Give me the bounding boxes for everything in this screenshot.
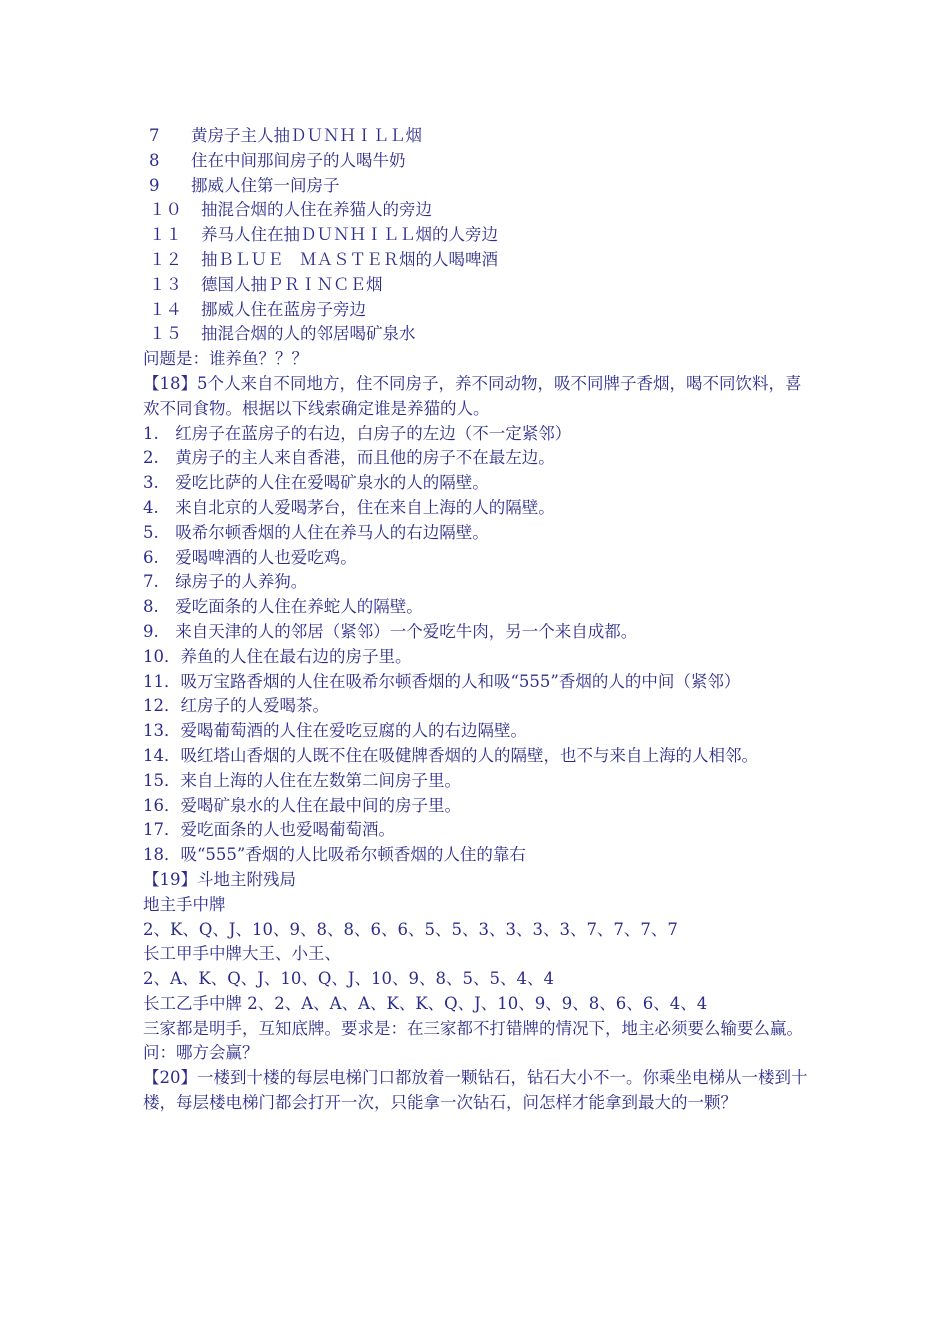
clue-number: 7 bbox=[149, 126, 160, 145]
clue-line bbox=[143, 298, 808, 323]
clue-number: 9 bbox=[149, 175, 160, 195]
puzzle-18-clue: 1. 红房子在蓝房子的右边，白房子的左边（不一定紧邻） bbox=[143, 423, 572, 443]
clue-number: １２ bbox=[149, 249, 182, 269]
clue-number: １４ bbox=[149, 299, 182, 319]
puzzle-18-clue: 14．吸红塔山香烟的人既不住在吸健牌香烟的人的隔壁，也不与来自上海的人相邻。 bbox=[143, 745, 758, 765]
clue-text: 黄房子主人抽ＤＵＮＨＩＬＬ烟 bbox=[191, 126, 422, 145]
puzzle-19-line: 三家都是明手，互知底牌。要求是：在三家都不打错牌的情况下，地主必须要么输要么赢。 bbox=[143, 1018, 803, 1038]
puzzle-18-clue: 15．来自上海的人住在左数第二间房子里。 bbox=[143, 770, 461, 790]
puzzle-19-title: 【19】斗地主附残局 bbox=[143, 869, 296, 889]
question-line: 问题是：谁养鱼？？？ bbox=[143, 349, 308, 369]
puzzle-18-clue: 5. 吸希尔顿香烟的人住在养马人的右边隔壁。 bbox=[143, 522, 489, 542]
puzzle-20-text: 【20】一楼到十楼的每层电梯门口都放着一颗钻石，钻石大小不一。你乘坐电梯从一楼到十楼，每层楼电梯门都会打开一次，只能拿一次钻石，问怎样才能拿到最大的一颗？ bbox=[143, 1068, 808, 1113]
clue-text: 抽混合烟的人的邻居喝矿泉水 bbox=[201, 324, 416, 344]
clue-text: 住在中间那间房子的人喝牛奶 bbox=[191, 150, 406, 170]
puzzle-19-line: 2、K、Q、J、10、9、8、8、6、6、5、5、3、3、3、3、7、7、7、7 bbox=[143, 919, 678, 939]
clue-line bbox=[143, 223, 808, 248]
puzzle-18-clue: 18．吸“555”香烟的人比吸希尔顿香烟的人住的靠右 bbox=[143, 845, 526, 865]
puzzle-18-clue: 17．爱吃面条的人也爱喝葡萄酒。 bbox=[143, 820, 395, 840]
puzzle-19-line: 长工甲手中牌大王、小王、 bbox=[143, 944, 341, 964]
clue-line bbox=[143, 273, 808, 298]
document-page bbox=[143, 124, 808, 1116]
puzzle-18-clue: 16．爱喝矿泉水的人住在最中间的房子里。 bbox=[143, 795, 461, 815]
clue-line bbox=[143, 248, 808, 273]
puzzle-18-clue: 4. 来自北京的人爱喝茅台，住在来自上海的人的隔壁。 bbox=[143, 497, 555, 517]
puzzle-19-line: 2、A、K、Q、J、10、Q、J、10、9、8、5、5、4、4 bbox=[143, 969, 555, 989]
puzzle-18-clue: 6. 爱喝啤酒的人也爱吃鸡。 bbox=[143, 547, 357, 567]
puzzle-18-clue: 13．爱喝葡萄酒的人住在爱吃豆腐的人的右边隔壁。 bbox=[143, 721, 527, 741]
puzzle-18-clue: 12．红房子的人爱喝茶。 bbox=[143, 696, 329, 716]
clue-text: 抽混合烟的人住在养猫人的旁边 bbox=[201, 200, 432, 220]
puzzle-18-clue: 9. 来自天津的人的邻居（紧邻）一个爱吃牛肉，另一个来自成都。 bbox=[143, 621, 638, 641]
clue-number: １３ bbox=[149, 274, 182, 294]
puzzle-19-line: 问：哪方会赢？ bbox=[143, 1043, 259, 1063]
clue-line bbox=[143, 322, 808, 347]
clue-number: １０ bbox=[149, 200, 182, 220]
clue-line bbox=[143, 174, 808, 199]
clue-text: 抽ＢＬＵＥ ＭＡＳＴＥＲ烟的人喝啤酒 bbox=[201, 249, 498, 269]
clue-number: １５ bbox=[149, 324, 182, 344]
puzzle-18-clue: 2. 黄房子的主人来自香港，而且他的房子不在最左边。 bbox=[143, 448, 555, 468]
clue-line bbox=[143, 149, 808, 174]
clue-text: 德国人抽ＰＲＩＮＣＥ烟 bbox=[201, 274, 383, 294]
puzzle-18-clue: 3. 爱吃比萨的人住在爱喝矿泉水的人的隔壁。 bbox=[143, 473, 489, 493]
clue-line bbox=[143, 198, 808, 223]
puzzle-19-line: 长工乙手中牌 2、2、A、A、A、K、K、Q、J、10、9、9、8、6、6、4、4 bbox=[143, 993, 708, 1013]
puzzle-18-clue: 7. 绿房子的人养狗。 bbox=[143, 572, 308, 592]
clue-number: １１ bbox=[149, 225, 182, 245]
clue-line bbox=[143, 124, 808, 149]
clue-text: 挪威人住第一间房子 bbox=[191, 175, 340, 195]
puzzle-18-clue: 11．吸万宝路香烟的人住在吸希尔顿香烟的人和吸“555”香烟的人的中间（紧邻） bbox=[143, 671, 741, 691]
clue-text: 养马人住在抽ＤＵＮＨＩＬＬ烟的人旁边 bbox=[201, 225, 498, 245]
clue-number: 8 bbox=[149, 150, 160, 170]
puzzle-18-clue: 8. 爱吃面条的人住在养蛇人的隔壁。 bbox=[143, 597, 423, 617]
puzzle-18-intro: 【18】5个人来自不同地方，住不同房子，养不同动物，吸不同牌子香烟，喝不同饮料，喜欢不同食物。根据以下线索确定谁是养猫的人。 bbox=[143, 373, 802, 418]
clue-text: 挪威人住在蓝房子旁边 bbox=[201, 299, 366, 319]
puzzle-19-line: 地主手中牌 bbox=[143, 894, 226, 914]
puzzle-18-clue: 10．养鱼的人住在最右边的房子里。 bbox=[143, 646, 412, 666]
